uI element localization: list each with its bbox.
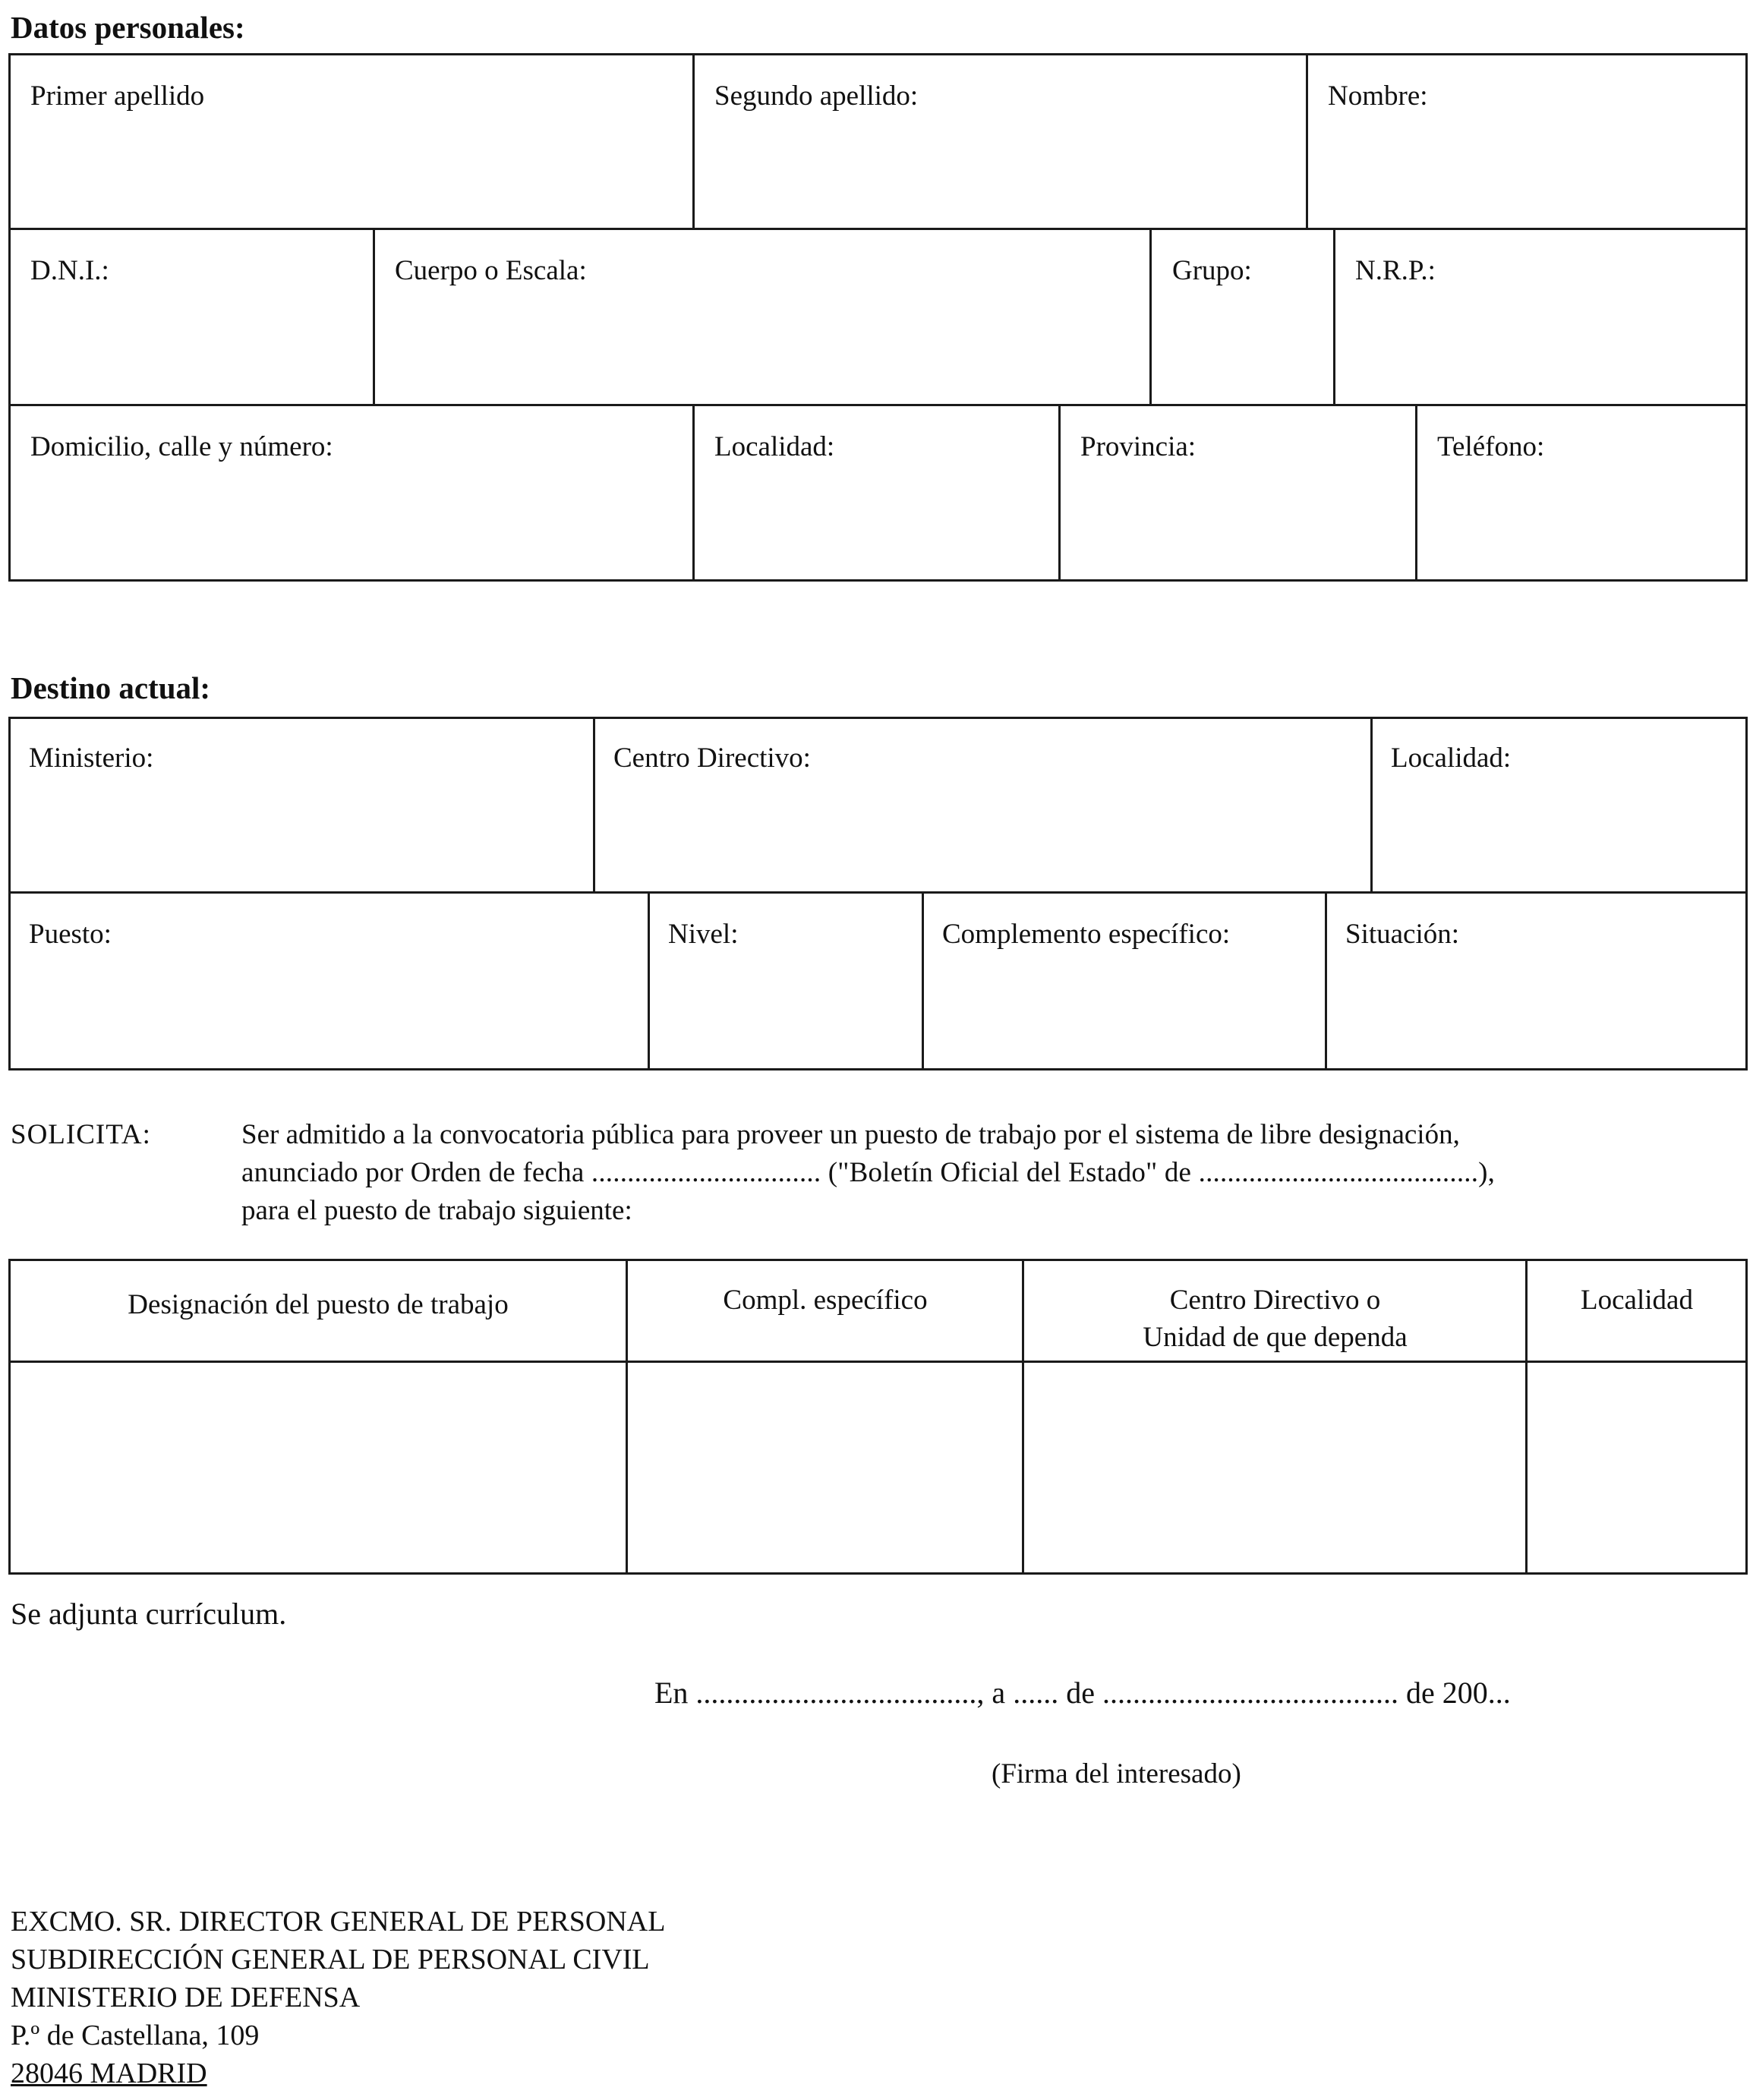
divider [1415,404,1417,582]
second-surname-field[interactable]: Segundo apellido: [714,80,919,112]
dni-field[interactable]: D.N.I.: [30,255,109,286]
divider [922,891,924,1070]
personal-data-table [8,53,1748,582]
directorate-field[interactable]: Centro Directivo: [613,743,811,774]
divider [626,1259,628,1575]
divider [1325,891,1327,1070]
signature-caption: (Firma del interesado) [992,1758,1241,1789]
specific-supplement-cell[interactable] [629,1364,1022,1572]
specific-supplement-field[interactable]: Complemento específico: [942,919,1231,950]
nrp-field[interactable]: N.R.P.: [1355,255,1436,286]
address-line-3: MINISTERIO DE DEFENSA [11,1982,361,2013]
first-surname-field[interactable]: Primer apellido [30,80,205,112]
name-field[interactable]: Nombre: [1328,80,1428,112]
divider [648,891,650,1070]
post-field[interactable]: Puesto: [29,919,112,950]
level-field[interactable]: Nivel: [668,919,739,950]
phone-field[interactable]: Teléfono: [1437,431,1545,462]
current-town-field[interactable]: Localidad: [1391,743,1512,774]
place-date-line: En ....................................., a ...... de ....................................... de 200... [654,1676,1511,1710]
divider [692,53,695,229]
situation-field[interactable]: Situación: [1345,919,1460,950]
divider [8,1361,1748,1363]
divider [1370,717,1373,893]
request-line-3: para el puesto de trabajo siguiente: [241,1195,632,1226]
divider [692,404,695,582]
province-field[interactable]: Provincia: [1080,431,1197,462]
address-line-1: EXCMO. SR. DIRECTOR GENERAL DE PERSONAL [11,1906,666,1938]
directorate-unit-header: Centro Directivo o Unidad de que dependa [1143,1285,1408,1353]
divider [1149,228,1152,405]
personal-data-heading: Datos personales: [11,10,245,45]
request-label: SOLICITA: [11,1119,151,1150]
divider [8,404,1748,406]
position-designation-header: Designación del puesto de trabajo [128,1289,509,1320]
divider [8,228,1748,230]
divider [1022,1259,1024,1575]
request-line-2: anunciado por Orden de fecha ................................ ("Boletín Oficial del Estado" de .......................................), [241,1157,1496,1188]
position-designation-cell[interactable] [11,1364,626,1572]
locality-cell[interactable] [1528,1364,1745,1572]
directorate-unit-cell[interactable] [1025,1364,1525,1572]
cv-note: Se adjunta currículum. [11,1597,287,1631]
divider [1306,53,1308,229]
address-line-2: SUBDIRECCIÓN GENERAL DE PERSONAL CIVIL [11,1944,650,1975]
town-field[interactable]: Localidad: [714,431,835,462]
current-post-heading: Destino actual: [11,670,211,705]
address-field[interactable]: Domicilio, calle y número: [30,431,333,462]
divider [593,717,595,893]
ministry-field[interactable]: Ministerio: [29,743,154,774]
divider [1525,1259,1528,1575]
specific-supplement-header: Compl. específico [723,1285,928,1316]
divider [373,228,375,405]
divider [1333,228,1335,405]
group-field[interactable]: Grupo: [1172,255,1252,286]
divider [8,891,1748,894]
request-line-1: Ser admitido a la convocatoria pública para proveer un puesto de trabajo por el sistema de libre designación, [241,1119,1460,1150]
address-line-5: 28046 MADRID [11,2057,207,2089]
divider [1058,404,1061,582]
locality-header: Localidad [1581,1285,1693,1316]
address-line-4: P.º de Castellana, 109 [11,2020,260,2051]
body-scale-field[interactable]: Cuerpo o Escala: [395,255,587,286]
